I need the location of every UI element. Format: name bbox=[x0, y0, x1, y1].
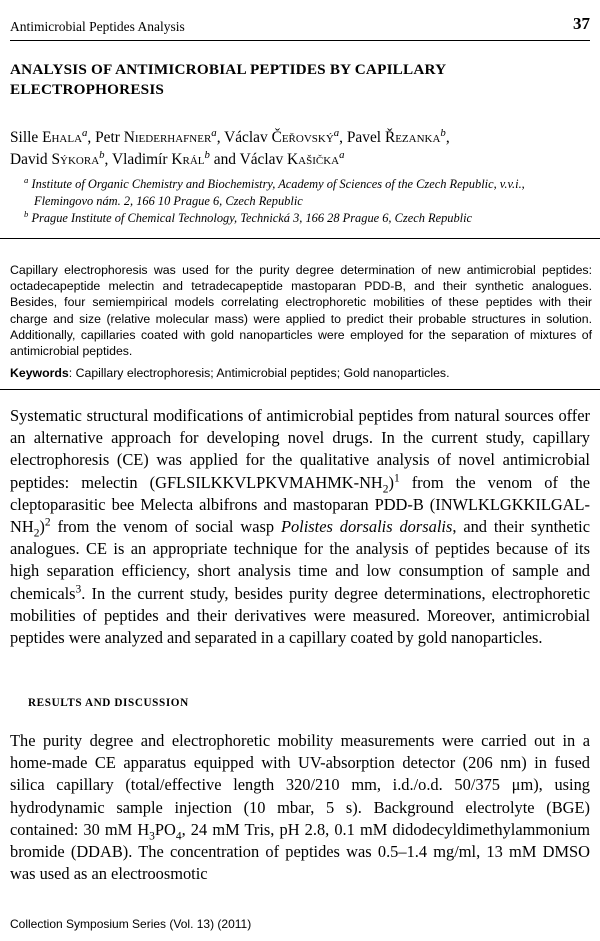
article-title-line-1: ANALYSIS OF ANTIMICROBIAL PEPTIDES BY CAPILLARY bbox=[10, 61, 447, 78]
results-text: Tris, pH 2.8, 0.1 m bbox=[239, 819, 373, 839]
author-affiliation-mark: a bbox=[333, 126, 340, 139]
keywords-label: Keywords bbox=[10, 366, 69, 380]
footer-series: Collection Symposium Series (Vol. 13) (2011) bbox=[10, 917, 252, 931]
intro-text: . In the current study, besides purity degree determinations, electrophoretic mobilities of peptides and their derivatives were measured. Moreover, antimicrobial peptides were analyzed and separated in a capillary coated by gold nanoparticles. bbox=[10, 583, 590, 648]
unit-molar: M bbox=[117, 819, 133, 839]
affiliations bbox=[24, 176, 594, 227]
affiliation-a bbox=[24, 176, 594, 193]
section-heading: RESULTS AND DISCUSSION bbox=[28, 697, 189, 709]
affiliation-a-line-2: Flemingovo nám. 2, 166 10 Prague 6, Czech Republic bbox=[34, 194, 303, 208]
author-line-1: Sille Ehala$^a$, Petr Niederhafner$^a$, Václav Čeřovský$^a$, Pavel Řezanka$^b$, bbox=[10, 126, 450, 146]
subscript: 3 bbox=[149, 830, 155, 843]
running-head-title: Antimicrobial Peptides Analysis bbox=[10, 19, 185, 34]
author-surname: Řezanka bbox=[384, 129, 441, 146]
author-surname: Král bbox=[171, 151, 205, 168]
reference-mark: 2 bbox=[44, 516, 51, 529]
reference-mark: 3 bbox=[75, 583, 82, 596]
affiliation-mark: a bbox=[24, 174, 29, 185]
species-name: Polistes dorsalis dorsalis bbox=[280, 517, 453, 537]
results-text: PO bbox=[154, 819, 176, 839]
results-text: DMSO was used as an electroosmotic bbox=[10, 842, 590, 884]
article-title bbox=[10, 60, 550, 100]
author-first-name: David bbox=[10, 151, 48, 168]
author-affiliation-mark: b bbox=[204, 148, 210, 161]
article-title-line-2: ELECTROPHORESIS bbox=[10, 81, 165, 98]
author-first-name: Václav bbox=[224, 129, 268, 146]
author-surname: Niederhafner bbox=[123, 129, 212, 146]
author-line-2: David Sýkora$^b$, Vladimír Král$^b$ and Václav Kašička$^a$ bbox=[10, 148, 345, 168]
subscript: 2 bbox=[33, 527, 40, 540]
results-text: , 24 m bbox=[181, 819, 226, 839]
affiliation-b-line-1: Prague Institute of Chemical Technology, Technická 3, 166 28 Prague 6, Czech Republic bbox=[31, 211, 473, 225]
author-conjunction: and bbox=[213, 151, 237, 168]
results-text: didodecyldimethylammonium bromide (DDAB). The concentration of peptides was 0.5–1.4 mg/ml, 13 m bbox=[10, 819, 590, 862]
unit-molar: M bbox=[225, 819, 240, 839]
abstract: Capillary electrophoresis was used for the purity degree determination of new antimicrobial peptides: octadecapeptide melectin and tetradecapeptide mastoparan PDD-B, and their synthetic analogues. Besides, four semiempirical models correlating electrophoretic mobilities of these peptides with their charge and size (relative molecular mass) were applied to predict their probable structures in solution. Additionally, capillaries coated with gold nanoparticles were employed for the separation of mixtures of antimicrobial peptides. bbox=[10, 263, 592, 359]
author-first-name: Pavel bbox=[346, 129, 382, 146]
author-affiliation-mark: b bbox=[99, 148, 105, 161]
results-text: H bbox=[132, 819, 150, 839]
author-first-name: Petr bbox=[95, 129, 120, 146]
reference-mark: 1 bbox=[393, 472, 400, 485]
author-first-name: Václav bbox=[239, 151, 284, 168]
intro-text: ) bbox=[39, 517, 45, 537]
subscript: 4 bbox=[175, 830, 182, 843]
author-surname: Čeřovský bbox=[271, 129, 334, 146]
intro-text: from the venom of the cleptoparasitic bee Melecta albifrons and mastoparan PDD-B (INWLKLGKKILGAL-NH bbox=[10, 472, 590, 537]
author-affiliation-mark: a bbox=[82, 126, 88, 139]
introduction-paragraph bbox=[10, 405, 590, 649]
results-text: The purity degree and electrophoretic mobility measurements were carried out in a home-made CE apparatus equipped with UV-absorption detector (206 nm) in fused silica capillary (total/effective length 320/210 mm, i.d./o.d. 50/375 μm), using hydrodynamic sample injection (10 mbar, 5 s). Background electrolyte (BGE) contained: 30 m bbox=[10, 731, 590, 839]
running-head bbox=[10, 14, 590, 41]
intro-text: , and their synthetic analogues. CE is an appropriate technique for the analysis of peptides because of its high separation efficiency, short analysis time and low consumption of sample and chemicals bbox=[10, 517, 590, 603]
intro-text: from the venom of social wasp bbox=[50, 517, 281, 537]
author-affiliation-mark: b bbox=[440, 126, 446, 139]
author-affiliation-mark: a bbox=[211, 126, 217, 139]
subscript: 2 bbox=[382, 482, 389, 495]
page-number: 37 bbox=[573, 14, 590, 33]
author-surname: Ehala bbox=[42, 129, 83, 146]
author-first-name: Sille bbox=[10, 129, 39, 146]
author-list bbox=[10, 127, 590, 171]
affiliation-b bbox=[24, 210, 594, 227]
keywords-text: : Capillary electrophoresis; Antimicrobial peptides; Gold nanoparticles. bbox=[68, 366, 450, 380]
intro-text: Systematic structural modifications of antimicrobial peptides from natural sources offer an alternative approach for developing novel drugs. In the current study, capillary electrophoresis (CE) was applied for the qualitative analysis of novel antimicrobial peptides: melectin (GFLSILKKVLPKVMAHMK-NH bbox=[10, 406, 590, 492]
unit-molar: M bbox=[372, 819, 388, 839]
unit-molar: M bbox=[521, 842, 537, 862]
affiliation-a-line-1: Institute of Organic Chemistry and Biochemistry, Academy of Sciences of the Czech Republic, v.v.i., bbox=[31, 177, 525, 191]
author-affiliation-mark: a bbox=[339, 148, 345, 161]
results-paragraph bbox=[10, 730, 590, 885]
author-surname: Kašička bbox=[287, 151, 340, 168]
author-first-name: Vladimír bbox=[111, 151, 168, 168]
affiliation-mark: b bbox=[24, 208, 29, 219]
keywords bbox=[10, 365, 592, 381]
author-surname: Sýkora bbox=[51, 151, 100, 168]
intro-text: ) bbox=[388, 472, 394, 492]
